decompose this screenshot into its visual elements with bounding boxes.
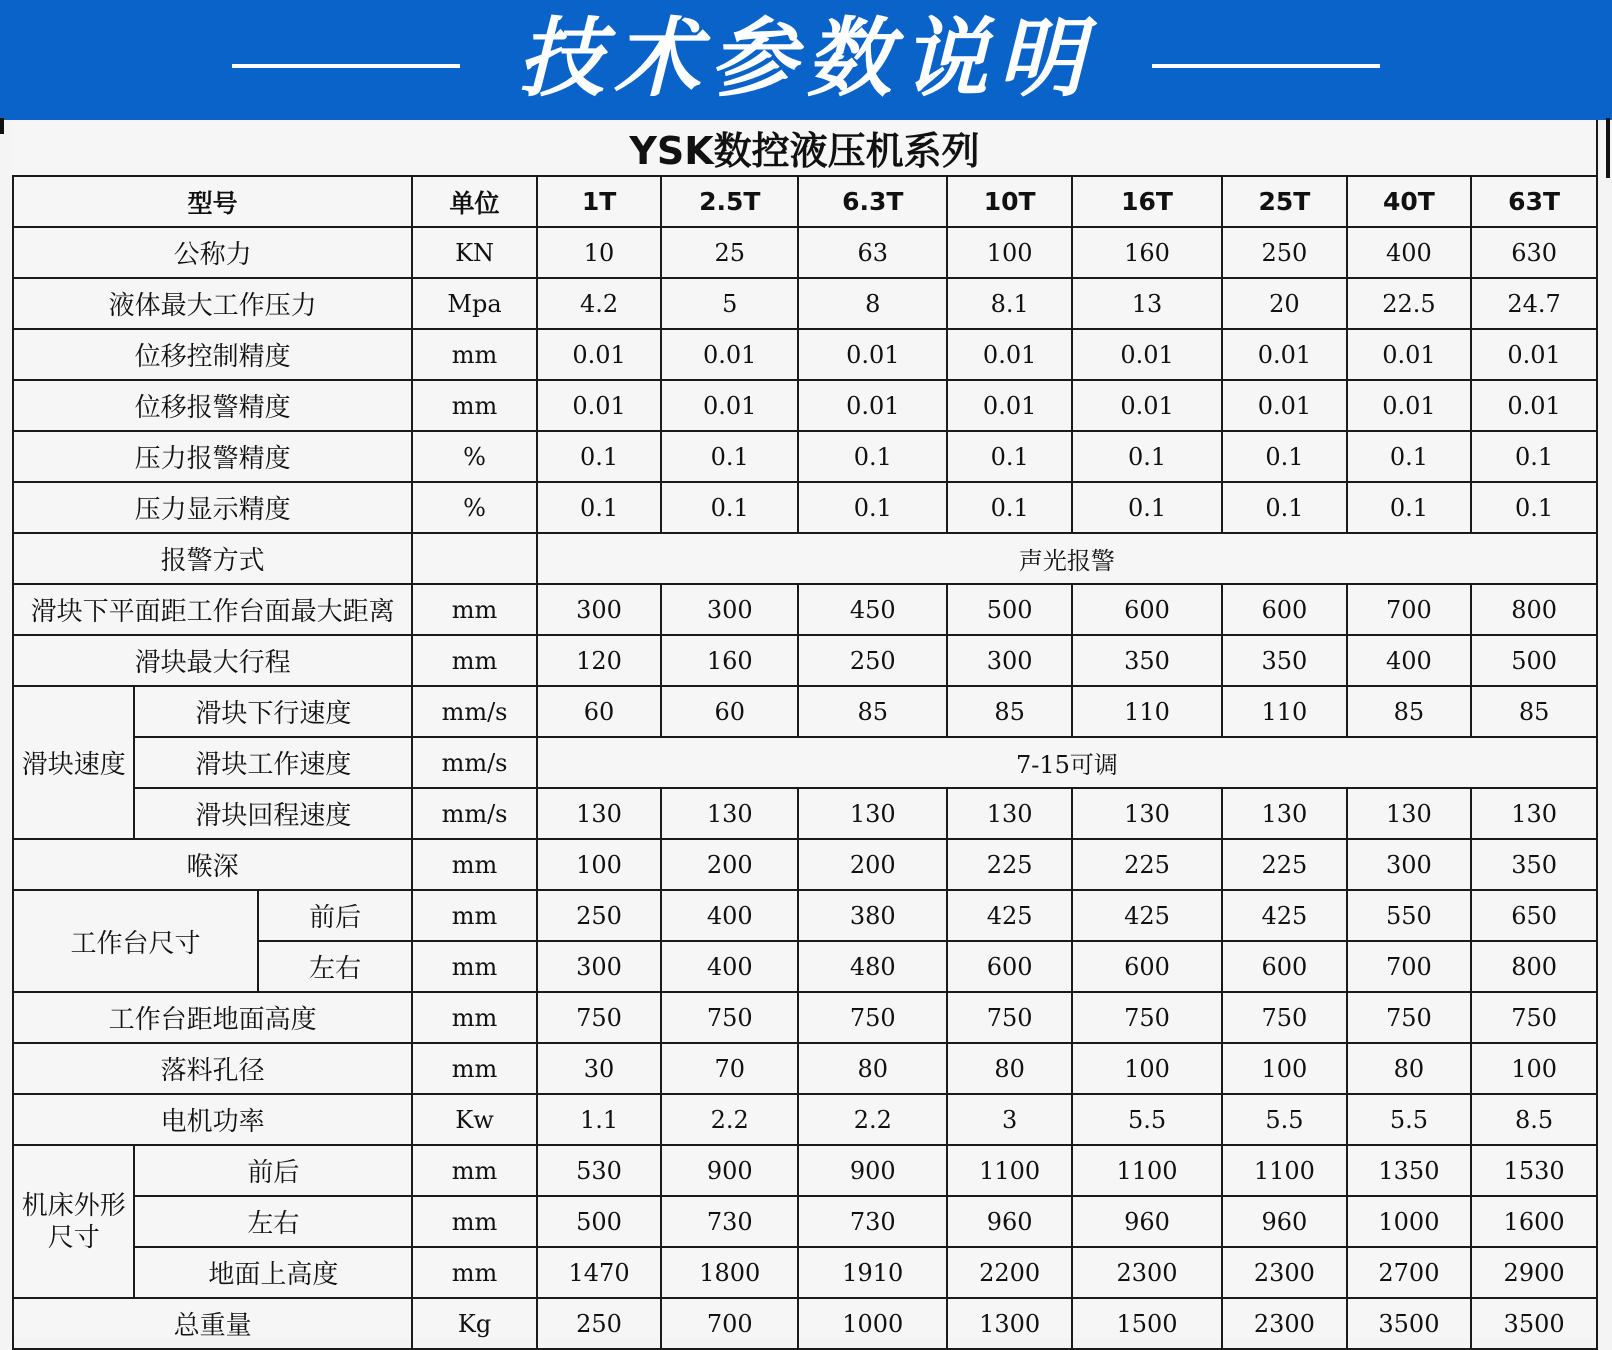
banner-rule-right (1152, 64, 1380, 68)
row-unit: mm (412, 584, 537, 635)
table-cell: 100 (1471, 1043, 1597, 1094)
table-cell: 900 (798, 1145, 947, 1196)
table-cell: 160 (661, 635, 798, 686)
row-unit: Kw (412, 1094, 537, 1145)
table-cell: 2.2 (798, 1094, 947, 1145)
table-cell: 500 (947, 584, 1072, 635)
table-cell: 100 (947, 227, 1072, 278)
table-cell: 20 (1222, 278, 1347, 329)
table-cell: 1300 (947, 1298, 1072, 1349)
row-label: 总重量 (13, 1298, 412, 1349)
table-cell: 10 (537, 227, 662, 278)
table-cell: 250 (537, 890, 662, 941)
table-cell: 1530 (1471, 1145, 1597, 1196)
table-cell: 450 (798, 584, 947, 635)
table-cell: 3 (947, 1094, 1072, 1145)
table-cell: 70 (661, 1043, 798, 1094)
row-unit: Kg (412, 1298, 537, 1349)
table-cell: 750 (1072, 992, 1222, 1043)
table-cell: 85 (1471, 686, 1597, 737)
table-cell: 25 (661, 227, 798, 278)
table-cell: 0.01 (661, 329, 798, 380)
row-unit: % (412, 482, 537, 533)
row-unit: mm/s (412, 788, 537, 839)
table-cell: 0.1 (798, 431, 947, 482)
table-cell: 650 (1471, 890, 1597, 941)
table-cell: 80 (947, 1043, 1072, 1094)
table-caption: YSK数控液压机系列 (13, 120, 1597, 176)
row-label: 滑块最大行程 (13, 635, 412, 686)
sub-row-label: 左右 (258, 941, 412, 992)
table-cell: 0.1 (537, 482, 662, 533)
table-cell: 0.01 (947, 380, 1072, 431)
table-cell: 0.01 (798, 329, 947, 380)
table-cell: 0.1 (1471, 431, 1597, 482)
merged-cell: 声光报警 (537, 533, 1597, 584)
table-cell: 1.1 (537, 1094, 662, 1145)
table-cell: 600 (947, 941, 1072, 992)
row-label: 压力报警精度 (13, 431, 412, 482)
table-cell: 300 (1347, 839, 1472, 890)
table-cell: 0.1 (1347, 431, 1472, 482)
table-cell: 730 (661, 1196, 798, 1247)
table-cell: 1470 (537, 1247, 662, 1298)
table-cell: 0.01 (661, 380, 798, 431)
table-cell: 0.1 (1347, 482, 1472, 533)
table-cell: 3500 (1471, 1298, 1597, 1349)
table-cell: 0.1 (661, 482, 798, 533)
table-cell: 400 (661, 941, 798, 992)
table-cell: 130 (537, 788, 662, 839)
table-cell: 8.5 (1471, 1094, 1597, 1145)
title-banner (0, 0, 1612, 120)
table-cell: 750 (537, 992, 662, 1043)
row-unit (412, 533, 537, 584)
table-cell: 750 (1222, 992, 1347, 1043)
table-cell: 250 (798, 635, 947, 686)
table-cell: 130 (1222, 788, 1347, 839)
table-row (13, 482, 1597, 533)
table-cell: 130 (1347, 788, 1472, 839)
table-cell: 0.1 (1072, 431, 1222, 482)
table-cell: 1000 (798, 1298, 947, 1349)
sub-row-label: 左右 (134, 1196, 412, 1247)
table-cell: 0.1 (947, 482, 1072, 533)
table-cell: 130 (798, 788, 947, 839)
table-row (13, 788, 1597, 839)
table-cell: 2900 (1471, 1247, 1597, 1298)
table-cell: 0.01 (798, 380, 947, 431)
table-cell: 85 (947, 686, 1072, 737)
row-label: 电机功率 (13, 1094, 412, 1145)
sub-row-label: 滑块工作速度 (134, 737, 412, 788)
row-unit: mm (412, 1043, 537, 1094)
table-cell: 1600 (1471, 1196, 1597, 1247)
table-cell: 5 (661, 278, 798, 329)
table-cell: 800 (1471, 584, 1597, 635)
table-cell: 700 (661, 1298, 798, 1349)
table-cell: 1910 (798, 1247, 947, 1298)
table-cell: 0.01 (1072, 329, 1222, 380)
table-cell: 2200 (947, 1247, 1072, 1298)
header-model: 10T (947, 176, 1072, 227)
table-row (13, 1298, 1597, 1349)
sub-row-label: 地面上高度 (134, 1247, 412, 1298)
table-row (13, 1145, 1597, 1196)
table-cell: 0.1 (1072, 482, 1222, 533)
table-cell: 0.01 (947, 329, 1072, 380)
table-cell: 800 (1471, 941, 1597, 992)
table-cell: 530 (537, 1145, 662, 1196)
table-cell: 425 (947, 890, 1072, 941)
table-cell: 250 (1222, 227, 1347, 278)
table-row (13, 329, 1597, 380)
sub-row-label: 前后 (258, 890, 412, 941)
row-unit: % (412, 431, 537, 482)
table-cell: 85 (798, 686, 947, 737)
header-param: 型号 (13, 176, 412, 227)
table-row (13, 278, 1597, 329)
row-unit: mm (412, 1145, 537, 1196)
table-cell: 80 (1347, 1043, 1472, 1094)
table-row (13, 1247, 1597, 1298)
table-cell: 500 (537, 1196, 662, 1247)
table-cell: 750 (1347, 992, 1472, 1043)
table-row (13, 992, 1597, 1043)
table-cell: 8.1 (947, 278, 1072, 329)
row-unit: mm/s (412, 686, 537, 737)
frame-edge-right (1606, 118, 1610, 178)
table-cell: 600 (1222, 941, 1347, 992)
table-cell: 13 (1072, 278, 1222, 329)
table-cell: 1800 (661, 1247, 798, 1298)
banner-title: 技术参数说明 (518, 9, 1094, 109)
header-model: 16T (1072, 176, 1222, 227)
table-cell: 750 (947, 992, 1072, 1043)
table-cell: 0.01 (1072, 380, 1222, 431)
table-cell: 2700 (1347, 1247, 1472, 1298)
table-cell: 0.01 (1222, 329, 1347, 380)
table-cell: 130 (1072, 788, 1222, 839)
merged-cell: 7-15可调 (537, 737, 1597, 788)
table-cell: 0.1 (661, 431, 798, 482)
table-cell: 130 (947, 788, 1072, 839)
table-cell: 1100 (1072, 1145, 1222, 1196)
table-cell: 500 (1471, 635, 1597, 686)
table-cell: 8 (798, 278, 947, 329)
row-unit: mm (412, 380, 537, 431)
table-cell: 0.01 (1347, 380, 1472, 431)
table-cell: 350 (1072, 635, 1222, 686)
table-cell: 200 (661, 839, 798, 890)
table-row (13, 635, 1597, 686)
table-row (13, 1094, 1597, 1145)
table-cell: 110 (1072, 686, 1222, 737)
table-cell: 30 (537, 1043, 662, 1094)
table-cell: 100 (1222, 1043, 1347, 1094)
table-cell: 960 (1072, 1196, 1222, 1247)
table-cell: 0.1 (1471, 482, 1597, 533)
table-cell: 300 (537, 941, 662, 992)
row-label: 液体最大工作压力 (13, 278, 412, 329)
row-label: 工作台距地面高度 (13, 992, 412, 1043)
sub-row-label: 滑块回程速度 (134, 788, 412, 839)
table-cell: 425 (1222, 890, 1347, 941)
table-cell: 225 (947, 839, 1072, 890)
table-cell: 0.01 (1222, 380, 1347, 431)
table-cell: 350 (1222, 635, 1347, 686)
row-unit: mm (412, 941, 537, 992)
table-cell: 0.01 (537, 329, 662, 380)
table-row (13, 227, 1597, 278)
table-cell: 400 (1347, 635, 1472, 686)
row-unit: mm (412, 839, 537, 890)
row-unit: mm/s (412, 737, 537, 788)
table-cell: 100 (537, 839, 662, 890)
table-cell: 130 (661, 788, 798, 839)
table-cell: 0.1 (1222, 482, 1347, 533)
header-row (13, 176, 1597, 227)
header-model: 40T (1347, 176, 1472, 227)
table-cell: 600 (1072, 941, 1222, 992)
table-row (13, 737, 1597, 788)
table-cell: 480 (798, 941, 947, 992)
table-row (13, 1043, 1597, 1094)
row-label: 位移控制精度 (13, 329, 412, 380)
table-cell: 250 (537, 1298, 662, 1349)
header-model: 1T (537, 176, 662, 227)
table-row (13, 533, 1597, 584)
row-label: 落料孔径 (13, 1043, 412, 1094)
table-cell: 600 (1072, 584, 1222, 635)
row-unit: mm (412, 329, 537, 380)
row-unit: mm (412, 1247, 537, 1298)
table-cell: 225 (1222, 839, 1347, 890)
table-cell: 730 (798, 1196, 947, 1247)
table-cell: 4.2 (537, 278, 662, 329)
header-model: 2.5T (661, 176, 798, 227)
table-cell: 63 (798, 227, 947, 278)
table-cell: 400 (1347, 227, 1472, 278)
table-cell: 0.1 (798, 482, 947, 533)
table-row (13, 839, 1597, 890)
table-cell: 1100 (947, 1145, 1072, 1196)
table-cell: 5.5 (1072, 1094, 1222, 1145)
group-label: 机床外形尺寸 (13, 1145, 134, 1298)
sub-row-label: 滑块下行速度 (134, 686, 412, 737)
table-cell: 160 (1072, 227, 1222, 278)
header-model: 63T (1471, 176, 1597, 227)
table-cell: 960 (1222, 1196, 1347, 1247)
table-cell: 750 (1471, 992, 1597, 1043)
table-row (13, 1196, 1597, 1247)
table-cell: 350 (1471, 839, 1597, 890)
table-cell: 22.5 (1347, 278, 1472, 329)
table-cell: 0.01 (1471, 380, 1597, 431)
row-label: 喉深 (13, 839, 412, 890)
table-cell: 60 (661, 686, 798, 737)
table-cell: 200 (798, 839, 947, 890)
row-unit: mm (412, 890, 537, 941)
row-unit: mm (412, 635, 537, 686)
table-cell: 110 (1222, 686, 1347, 737)
table-cell: 750 (661, 992, 798, 1043)
table-cell: 120 (537, 635, 662, 686)
table-cell: 2.2 (661, 1094, 798, 1145)
table-cell: 380 (798, 890, 947, 941)
table-cell: 2300 (1072, 1247, 1222, 1298)
group-label: 工作台尺寸 (13, 890, 258, 992)
table-cell: 400 (661, 890, 798, 941)
table-cell: 0.1 (1222, 431, 1347, 482)
header-model: 6.3T (798, 176, 947, 227)
table-cell: 425 (1072, 890, 1222, 941)
table-cell: 0.01 (1347, 329, 1472, 380)
table-cell: 100 (1072, 1043, 1222, 1094)
table-cell: 550 (1347, 890, 1472, 941)
row-label: 报警方式 (13, 533, 412, 584)
table-cell: 600 (1222, 584, 1347, 635)
row-unit: KN (412, 227, 537, 278)
table-cell: 1350 (1347, 1145, 1472, 1196)
table-cell: 60 (537, 686, 662, 737)
row-label: 压力显示精度 (13, 482, 412, 533)
row-label: 滑块下平面距工作台面最大距离 (13, 584, 412, 635)
table-cell: 80 (798, 1043, 947, 1094)
sub-row-label: 前后 (134, 1145, 412, 1196)
table-cell: 0.1 (947, 431, 1072, 482)
table-cell: 900 (661, 1145, 798, 1196)
table-cell: 0.01 (1471, 329, 1597, 380)
table-row (13, 890, 1597, 941)
table-cell: 0.01 (537, 380, 662, 431)
frame-edge-left (0, 118, 4, 134)
spec-table (12, 120, 1598, 1350)
row-label: 公称力 (13, 227, 412, 278)
table-row (13, 380, 1597, 431)
table-cell: 5.5 (1222, 1094, 1347, 1145)
table-cell: 630 (1471, 227, 1597, 278)
table-cell: 1500 (1072, 1298, 1222, 1349)
row-label: 位移报警精度 (13, 380, 412, 431)
table-cell: 85 (1347, 686, 1472, 737)
table-cell: 130 (1471, 788, 1597, 839)
row-unit: mm (412, 992, 537, 1043)
table-cell: 2300 (1222, 1247, 1347, 1298)
table-row (13, 584, 1597, 635)
table-cell: 3500 (1347, 1298, 1472, 1349)
table-cell: 300 (947, 635, 1072, 686)
header-unit: 单位 (412, 176, 537, 227)
table-cell: 960 (947, 1196, 1072, 1247)
table-cell: 2300 (1222, 1298, 1347, 1349)
table-cell: 1000 (1347, 1196, 1472, 1247)
table-cell: 5.5 (1347, 1094, 1472, 1145)
table-cell: 300 (661, 584, 798, 635)
table-cell: 700 (1347, 584, 1472, 635)
banner-rule-left (232, 64, 460, 68)
table-cell: 300 (537, 584, 662, 635)
table-cell: 225 (1072, 839, 1222, 890)
table-row (13, 686, 1597, 737)
header-model: 25T (1222, 176, 1347, 227)
table-cell: 700 (1347, 941, 1472, 992)
table-cell: 750 (798, 992, 947, 1043)
table-row (13, 431, 1597, 482)
row-unit: Mpa (412, 278, 537, 329)
table-cell: 24.7 (1471, 278, 1597, 329)
group-label: 滑块速度 (13, 686, 134, 839)
table-cell: 1100 (1222, 1145, 1347, 1196)
row-unit: mm (412, 1196, 537, 1247)
table-cell: 0.1 (537, 431, 662, 482)
